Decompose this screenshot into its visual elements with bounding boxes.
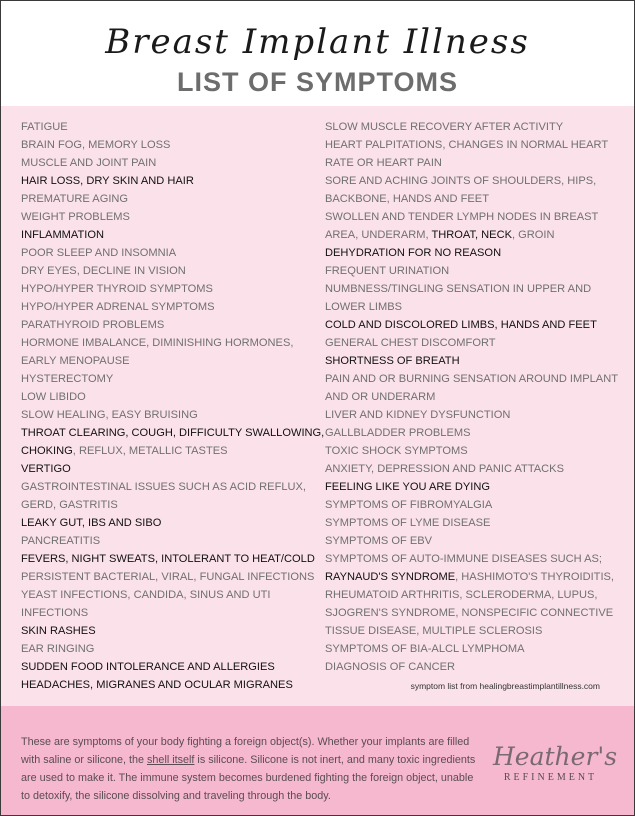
- footer-text-underlined: shell itself: [147, 753, 195, 766]
- symptom-text: SYMPTOMS OF AUTO-IMMUNE DISEASES SUCH AS;: [325, 553, 602, 565]
- symptom-item: [325, 532, 617, 550]
- symptom-text: HYPO/HYPER ADRENAL SYMPTOMS: [21, 301, 215, 313]
- symptom-text: POOR SLEEP AND INSOMNIA: [21, 247, 177, 259]
- symptom-text: PREMATURE AGING: [21, 193, 129, 205]
- symptom-item: [325, 244, 617, 262]
- symptom-text: BACKBONE, HANDS AND FEET: [325, 193, 489, 205]
- symptom-text-emphasized: RAYNAUD'S SYNDROME: [325, 571, 456, 583]
- header: [1, 1, 634, 106]
- symptom-item: [325, 298, 617, 316]
- symptom-text: SYMPTOMS OF LYME DISEASE: [325, 517, 491, 529]
- symptom-text-emphasized: SKIN RASHES: [21, 625, 96, 637]
- symptom-item: [21, 460, 316, 478]
- symptom-item: [325, 334, 617, 352]
- left-symptom-column: [21, 118, 325, 694]
- symptom-text: GALLBLADDER PROBLEMS: [325, 427, 471, 439]
- symptom-text-emphasized: FEVERS, NIGHT SWEATS, INTOLERANT TO HEAT/COLD: [21, 553, 315, 565]
- symptom-text: SORE AND ACHING JOINTS OF SHOULDERS, HIPS,: [325, 175, 597, 187]
- symptom-text: LOW LIBIDO: [21, 391, 86, 403]
- symptom-text: WEIGHT PROBLEMS: [21, 211, 130, 223]
- script-title: Breast Implant Illness: [105, 22, 530, 62]
- symptom-text: HEART PALPITATIONS, CHANGES IN NORMAL HEART: [325, 139, 609, 151]
- symptom-text: EARLY MENOPAUSE: [21, 355, 130, 367]
- symptom-item: [21, 136, 316, 154]
- symptom-item: [21, 316, 316, 334]
- symptom-text: PERSISTENT BACTERIAL, VIRAL, FUNGAL INFECTIONS: [21, 571, 315, 583]
- symptom-item: [21, 568, 316, 586]
- symptom-item: [21, 154, 316, 172]
- symptom-item: [21, 280, 316, 298]
- symptom-text: GASTROINTESTINAL ISSUES SUCH AS ACID REFLUX,: [21, 481, 307, 493]
- symptom-item: [21, 118, 316, 136]
- symptom-item: [325, 118, 617, 136]
- symptom-item: [21, 550, 316, 568]
- source-note: symptom list from healingbreastimplantillness.com: [410, 681, 600, 691]
- symptom-text-emphasized: THROAT CLEARING, COUGH, DIFFICULTY SWALLOWING,: [21, 427, 325, 439]
- symptom-text-emphasized: FEELING LIKE YOU ARE DYING: [325, 481, 491, 493]
- symptom-item: [21, 532, 316, 550]
- logo-subtitle: REFINEMENT: [503, 772, 598, 783]
- symptom-text: RHEUMATOID ARTHRITIS, SCLERODERMA, LUPUS,: [325, 589, 598, 601]
- symptom-item: [21, 262, 316, 280]
- symptom-text: HORMONE IMBALANCE, DIMINISHING HORMONES,: [21, 337, 294, 349]
- symptom-text-emphasized: INFLAMMATION: [21, 229, 104, 241]
- symptom-item: [325, 568, 617, 586]
- footer: [1, 706, 634, 815]
- symptom-text-emphasized: LEAKY GUT, IBS AND SIBO: [21, 517, 162, 529]
- symptom-item: [325, 388, 617, 406]
- symptom-item: [21, 496, 316, 514]
- symptom-item: [325, 550, 617, 568]
- symptom-text: SYMPTOMS OF EBV: [325, 535, 433, 547]
- symptom-text: HYPO/HYPER THYROID SYMPTOMS: [21, 283, 213, 295]
- symptom-item: [325, 208, 617, 226]
- symptom-item: [21, 478, 316, 496]
- symptom-item: [325, 478, 617, 496]
- logo: [493, 742, 618, 783]
- symptom-item: [21, 298, 316, 316]
- symptom-item: [325, 280, 617, 298]
- symptom-item: [21, 190, 316, 208]
- symptom-text: YEAST INFECTIONS, CANDIDA, SINUS AND UTI: [21, 589, 271, 601]
- symptom-text: PARATHYROID PROBLEMS: [21, 319, 165, 331]
- symptom-text: BRAIN FOG, MEMORY LOSS: [21, 139, 171, 151]
- symptom-item: [21, 208, 316, 226]
- symptom-text-emphasized: VERTIGO: [21, 463, 71, 475]
- symptom-item: [325, 352, 617, 370]
- symptom-text-emphasized: DEHYDRATION FOR NO REASON: [325, 247, 502, 259]
- symptom-item: [325, 442, 617, 460]
- logo-script: Heather's: [493, 742, 618, 771]
- symptom-text: TOXIC SHOCK SYMPTOMS: [325, 445, 468, 457]
- symptom-item: [21, 676, 316, 694]
- symptom-text: FATIGUE: [21, 121, 68, 133]
- symptom-item: [21, 424, 325, 442]
- symptom-item: [21, 388, 316, 406]
- symptom-item: [21, 352, 316, 370]
- symptom-item: [21, 586, 316, 604]
- symptom-item: [21, 334, 316, 352]
- symptom-list-area: [1, 106, 634, 706]
- symptom-text-emphasized: HAIR LOSS, DRY SKIN AND HAIR: [21, 175, 194, 187]
- symptom-item: [21, 406, 316, 424]
- symptom-item: [21, 226, 316, 244]
- page-title: LIST OF SYMPTOMS: [176, 67, 459, 97]
- symptom-item: [21, 442, 316, 460]
- symptom-text: DRY EYES, DECLINE IN VISION: [21, 265, 186, 277]
- footer-text-before: These are symptoms of your body fighting a foreign object(s). Whether your implants are filled with saline or silicone, the: [21, 735, 470, 766]
- symptom-text: AND OR UNDERARM: [325, 391, 436, 403]
- symptom-text-emphasized: SHORTNESS OF BREATH: [325, 355, 460, 367]
- symptom-item: [325, 154, 617, 172]
- symptom-item: [325, 190, 617, 208]
- symptom-text: , REFLUX, METALLIC TASTES: [72, 445, 228, 457]
- symptom-item: [325, 172, 617, 190]
- symptom-text-emphasized: HEADACHES, MIGRANES AND OCULAR MIGRANES: [21, 679, 293, 691]
- symptom-item: [325, 496, 617, 514]
- symptom-item: [21, 640, 316, 658]
- symptom-text: , HASHIMOTO'S THYROIDITIS,: [455, 571, 615, 583]
- symptom-item: [325, 622, 617, 640]
- symptom-item: [21, 658, 316, 676]
- symptom-text: RATE OR HEART PAIN: [325, 157, 442, 169]
- symptom-item: [21, 370, 316, 388]
- symptom-text: LIVER AND KIDNEY DYSFUNCTION: [325, 409, 511, 421]
- symptom-text: LOWER LIMBS: [325, 301, 403, 313]
- symptom-text: GENERAL CHEST DISCOMFORT: [325, 337, 496, 349]
- symptom-text: SLOW HEALING, EASY BRUISING: [21, 409, 198, 421]
- symptom-text: HYSTERECTOMY: [21, 373, 114, 385]
- symptom-item: [325, 424, 617, 442]
- symptom-text: NUMBNESS/TINGLING SENSATION IN UPPER AND: [325, 283, 592, 295]
- symptom-text-emphasized: COLD AND DISCOLORED LIMBS, HANDS AND FEET: [325, 319, 597, 331]
- symptom-item: [325, 136, 617, 154]
- symptom-text: PAIN AND OR BURNING SENSATION AROUND IMPLANT: [325, 373, 618, 385]
- symptom-item: [325, 658, 617, 676]
- symptom-item: [325, 604, 617, 622]
- symptom-text: MUSCLE AND JOINT PAIN: [21, 157, 157, 169]
- symptom-text-emphasized: SUDDEN FOOD INTOLERANCE AND ALLERGIES: [21, 661, 275, 673]
- symptom-text: SWOLLEN AND TENDER LYMPH NODES IN BREAST: [325, 211, 599, 223]
- symptom-text: SYMPTOMS OF BIA-ALCL LYMPHOMA: [325, 643, 525, 655]
- symptom-text: INFECTIONS: [21, 607, 89, 619]
- symptom-item: [21, 172, 316, 190]
- symptom-item: [21, 244, 316, 262]
- symptom-item: [21, 514, 316, 532]
- symptom-text: SLOW MUSCLE RECOVERY AFTER ACTIVITY: [325, 121, 564, 133]
- symptom-item: [325, 262, 617, 280]
- symptom-item: [325, 316, 617, 334]
- symptom-item: [21, 604, 316, 622]
- symptom-text: SJOGREN'S SYNDROME, NONSPECIFIC CONNECTIVE: [325, 607, 614, 619]
- symptom-text: SYMPTOMS OF FIBROMYALGIA: [325, 499, 493, 511]
- symptom-text: FREQUENT URINATION: [325, 265, 450, 277]
- symptom-item: [325, 586, 617, 604]
- symptom-text-emphasized: THROAT, NECK: [431, 229, 512, 241]
- footer-text-after: is silicone. Silicone is not inert, and many toxic ingredients are used to make it. The immune system becomes burdened fighting the foreign object, unable to detoxify, the silicone dissolving and traveling through the body.: [21, 753, 476, 802]
- footer-paragraph: [21, 733, 476, 805]
- symptom-item: [325, 370, 617, 388]
- symptom-item: [325, 226, 617, 244]
- symptom-text: TISSUE DISEASE, MULTIPLE SCLEROSIS: [325, 625, 543, 637]
- symptom-text: , GROIN: [511, 229, 555, 241]
- symptom-text: AREA, UNDERARM,: [325, 229, 432, 241]
- symptom-item: [325, 460, 617, 478]
- symptom-text: ANXIETY, DEPRESSION AND PANIC ATTACKS: [325, 463, 564, 475]
- symptom-item: [325, 640, 617, 658]
- symptom-text: PANCREATITIS: [21, 535, 101, 547]
- symptom-text: EAR RINGING: [21, 643, 95, 655]
- symptom-text: DIAGNOSIS OF CANCER: [325, 661, 456, 673]
- symptom-item: [325, 514, 617, 532]
- symptom-item: [21, 622, 316, 640]
- symptom-text-emphasized: CHOKING: [21, 445, 73, 457]
- symptom-text: GERD, GASTRITIS: [21, 499, 118, 511]
- right-symptom-column: [325, 118, 617, 676]
- symptom-item: [325, 406, 617, 424]
